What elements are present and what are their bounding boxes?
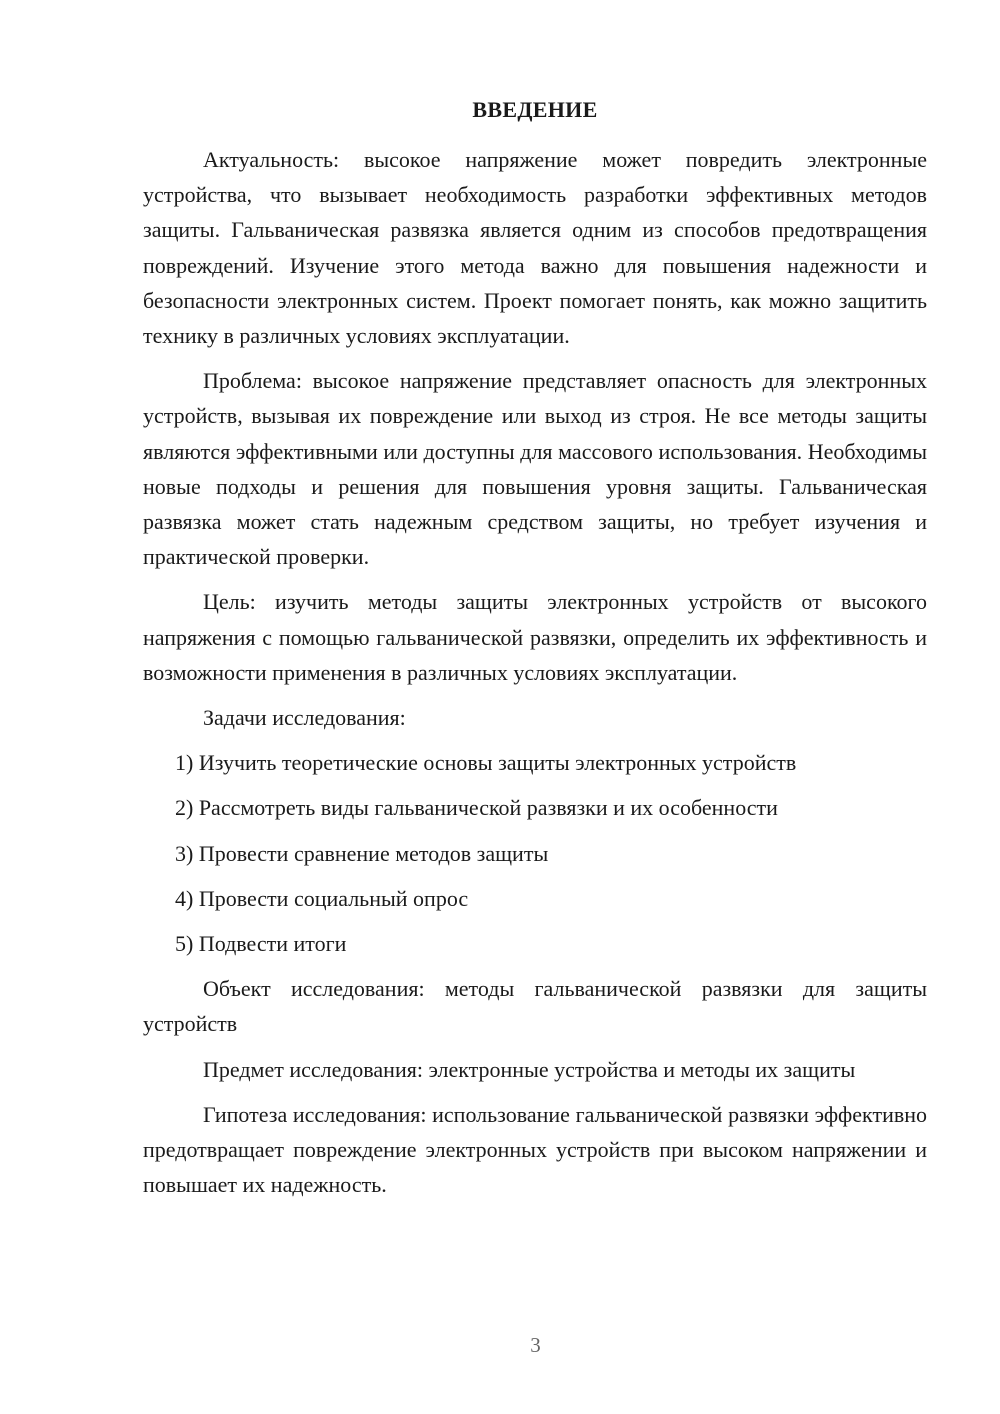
task-item: 4) Провести социальный опрос — [175, 885, 469, 911]
page-title: ВВЕДЕНИЕ — [472, 97, 598, 122]
task-item: 5) Подвести итоги — [175, 931, 347, 957]
task-item: 1) Изучить теоретические основы защиты электронных устройств — [175, 750, 797, 776]
paragraph-subject: Предмет исследования: электронные устройства и методы их защиты — [203, 1056, 856, 1082]
paragraph-problem: Проблема: высокое напряжение представляет опасность для электронных устройств, вызывая их повреждение или выход из строя. Не все методы защиты являются эффективными или доступны для массового использования. Необходимы новые подходы и решения для повышения уровня защиты. Гальваническая развязка может стать надежным средством защиты, но требует изучения и практической проверки. — [143, 368, 927, 570]
task-list — [143, 745, 927, 961]
paragraph-object: Объект исследования: методы гальванической развязки для защиты устройств — [143, 976, 927, 1037]
task-item: 2) Рассмотреть виды гальванической развязки и их особенности — [175, 795, 778, 821]
task-item: 3) Провести сравнение методов защиты — [175, 840, 549, 866]
tasks-heading: Задачи исследования: — [203, 705, 406, 731]
paragraph-hypothesis: Гипотеза исследования: использование гальванической развязки эффективно предотвращает повреждение электронных устройств при высоком напряжении и повышает их надежность. — [143, 1101, 927, 1198]
page-number: 3 — [530, 1333, 541, 1357]
document-page — [143, 92, 927, 1212]
paragraph-goal: Цель: изучить методы защиты электронных устройств от высокого напряжения с помощью гальванической развязки, определить их эффективность и возможности применения в различных условиях эксплуатации. — [143, 589, 927, 685]
paragraph-relevance: Актуальность: высокое напряжение может повредить электронные устройства, что вызывает необходимость разработки эффективных методов защиты. Гальваническая развязка является одним из способов предотвращения повреждений. Изучение этого метода важно для повышения надежности и безопасности электронных систем. Проект помогает понять, как можно защитить технику в различных условиях эксплуатации. — [143, 147, 927, 349]
